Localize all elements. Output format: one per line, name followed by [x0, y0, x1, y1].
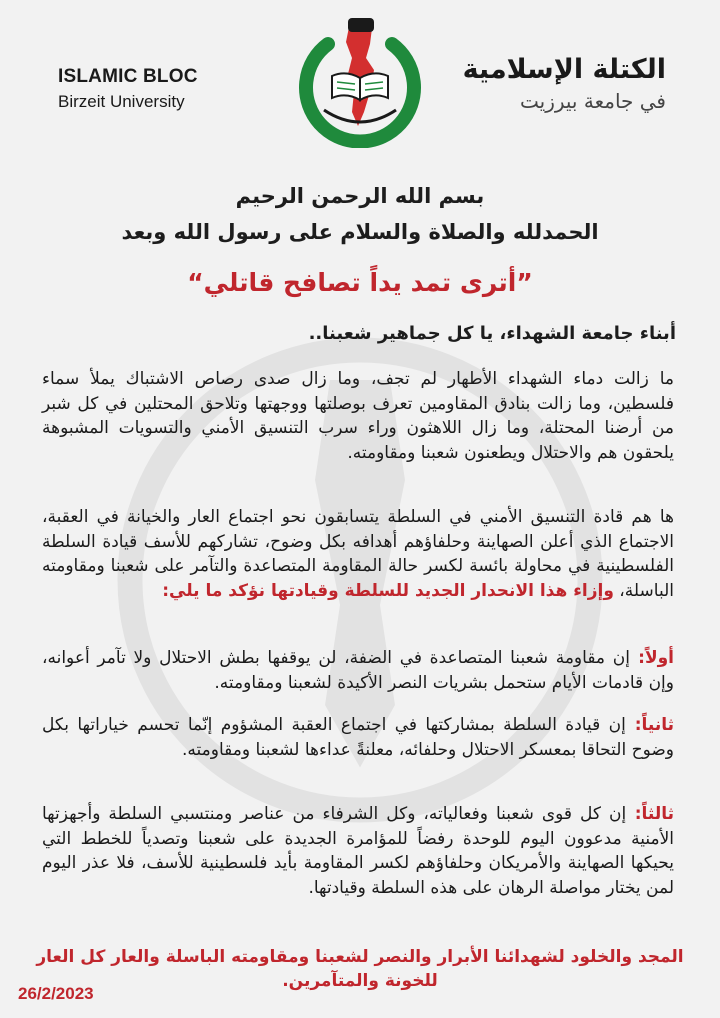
point-second-label: ثانياً: [625, 715, 674, 735]
point-third-label: ثالثاً: [626, 804, 674, 824]
praise-line: الحمدلله والصلاة والسلام على رسول الله وبعد [121, 220, 599, 244]
header-english-subtitle: Birzeit University [58, 92, 185, 111]
paragraph-1: ما زالت دماء الشهداء الأطهار لم تجف، وما زال صدى رصاص الاشتباك يملأ سماء فلسطين، وما زالت بنادق المقاومين تعرف بوصلتها ووجهتها وتلاحق المحتلين في كل شبر من أرضنا المحتلة، وما زال اللاهثون وراء سرب التنسيق الأمني والتسويات المشبوهة يلحقون هم والاحتلال ويطعنون شعبنا ومقاومته. [42, 369, 674, 463]
header-english-title: ISLAMIC BLOC [58, 66, 198, 87]
islamic-bloc-emblem-icon [294, 14, 426, 148]
header-arabic [463, 54, 666, 113]
point-second [42, 713, 674, 762]
point-first [42, 646, 674, 695]
paragraph-2-emphasis: وإزاء هذا الانحدار الجديد للسلطة وقيادتها نؤكد ما يلي: [162, 580, 614, 601]
header-english [58, 66, 198, 112]
point-second-text: إن قيادة السلطة بمشاركتها في اجتماع العقبة المشؤوم إنّما تحسم خياراتها بكل وضوح التحاقا بمعسكر الاحتلال وحلفائه، معلنةً عداءها لشعبنا ومقاومته. [42, 715, 674, 760]
statement-date: 26/2/2023 [18, 984, 94, 1003]
statement-title: ”أترى تمد يداً تصافح قاتلي“ [187, 268, 533, 297]
point-third-text: إن كل قوى شعبنا وفعالياته، وكل الشرفاء من عناصر ومنتسبي السلطة وأجهزتها الأمنية مدعوون اليوم للوحدة رفضاً للمؤامرة الجديدة على شعبنا وتصدياً للخطط التي يحيكها الصهاينة والأمريكان وحلفاؤهم لكسر المقاومة بأيد فلسطينية للأسف، فلا عذر اليوم لمن يختار مواصلة الرهان على هذه السلطة وقيادتها. [42, 804, 674, 898]
greeting: أبناء جامعة الشهداء، يا كل جماهير شعبنا.. [308, 323, 676, 344]
paragraph-2-text: ها هم قادة التنسيق الأمني في السلطة يتسابقون نحو اجتماع العار والخيانة في العقبة، الاجتماع الذي أعلن الصهاينة وحلفاؤهم أهدافه بكل وضوح، تشاركهم للأسف قيادة السلطة الفلسطينية في محاولة بائسة لكسر حالة المقاومة المتصاعدة والتآمر على شعبنا ومقاومته الباسلة، [42, 507, 674, 601]
point-first-label: أولاً: [629, 648, 674, 668]
closing-statement: المجد والخلود لشهدائنا الأبرار والنصر لشعبنا ومقاومته الباسلة والعار كل العار للخونة والمتآمرين. [36, 947, 684, 991]
header-arabic-subtitle: في جامعة بيرزيت [520, 89, 666, 113]
point-third [42, 802, 674, 900]
basmala: بسم الله الرحمن الرحيم [235, 184, 485, 208]
paragraph-2 [42, 505, 674, 603]
point-first-text: إن مقاومة شعبنا المتصاعدة في الضفة، لن يوقفها بطش الاحتلال ولا تآمر أعوانه، وإن قادمات الأيام ستحمل بشريات النصر الأكيدة لشعبنا ومقاومته. [42, 648, 674, 693]
header-arabic-title: الكتلة الإسلامية [462, 54, 666, 85]
